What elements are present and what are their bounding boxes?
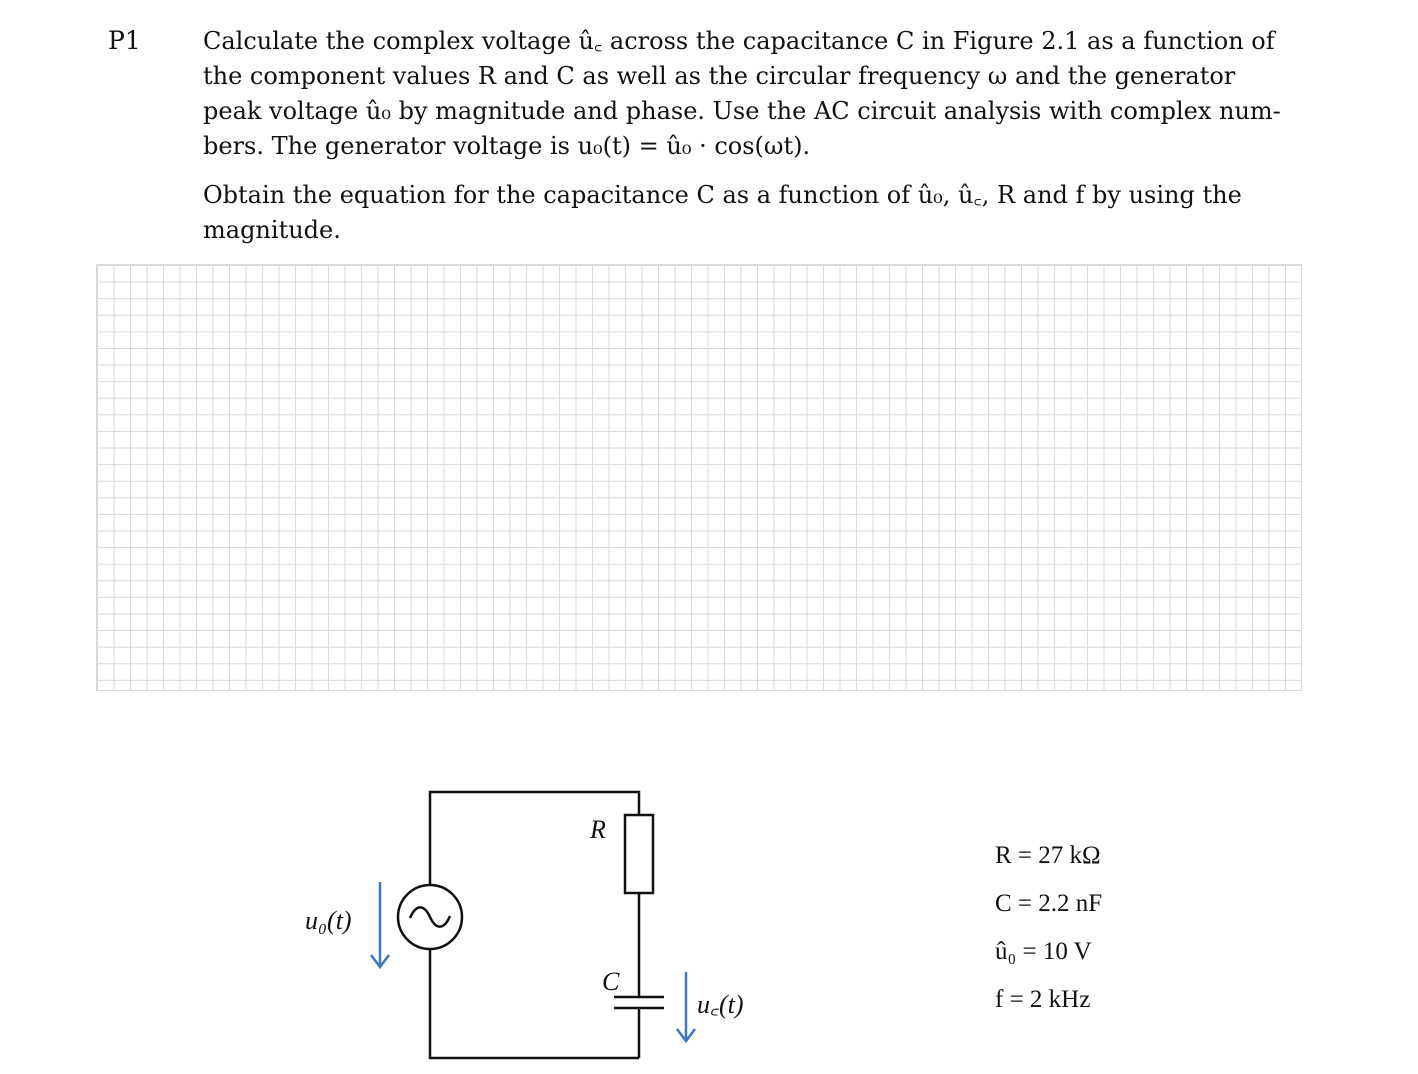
capacitor-voltage-arrow bbox=[677, 972, 695, 1041]
text-line: magnitude. bbox=[203, 216, 341, 244]
resistor-symbol bbox=[625, 815, 653, 893]
text-line: the component values R and C as well as the circular frequency ω and the generator bbox=[203, 62, 1236, 90]
ac-source-symbol bbox=[398, 885, 462, 949]
problem-number: P1 bbox=[108, 26, 141, 55]
value-u0: û₀ = 10 V bbox=[995, 938, 1092, 965]
capacitor-symbol bbox=[614, 997, 664, 1008]
capacitor-label: C bbox=[602, 967, 620, 996]
component-values bbox=[995, 832, 1102, 1024]
text-line: Calculate the complex voltage û꜀ across the capacitance C in Figure 2.1 as a function of bbox=[203, 27, 1275, 55]
value-f: f = 2 kHz bbox=[995, 986, 1091, 1013]
text-line: bers. The generator voltage is u₀(t) = û₀ · cos(ωt). bbox=[203, 132, 811, 160]
value-r: R = 27 kΩ bbox=[995, 842, 1101, 869]
source-voltage-arrow bbox=[371, 882, 389, 967]
source-voltage-label: u₀(t) bbox=[305, 906, 352, 935]
text-line: Obtain the equation for the capacitance C as a function of û₀, û꜀, R and f by using the bbox=[203, 181, 1242, 209]
capacitor-voltage-label: u꜀(t) bbox=[697, 990, 744, 1019]
text-line: peak voltage û₀ by magnitude and phase. Use the AC circuit analysis with complex num- bbox=[203, 97, 1281, 125]
value-c: C = 2.2 nF bbox=[995, 890, 1103, 917]
resistor-label: R bbox=[590, 815, 606, 844]
